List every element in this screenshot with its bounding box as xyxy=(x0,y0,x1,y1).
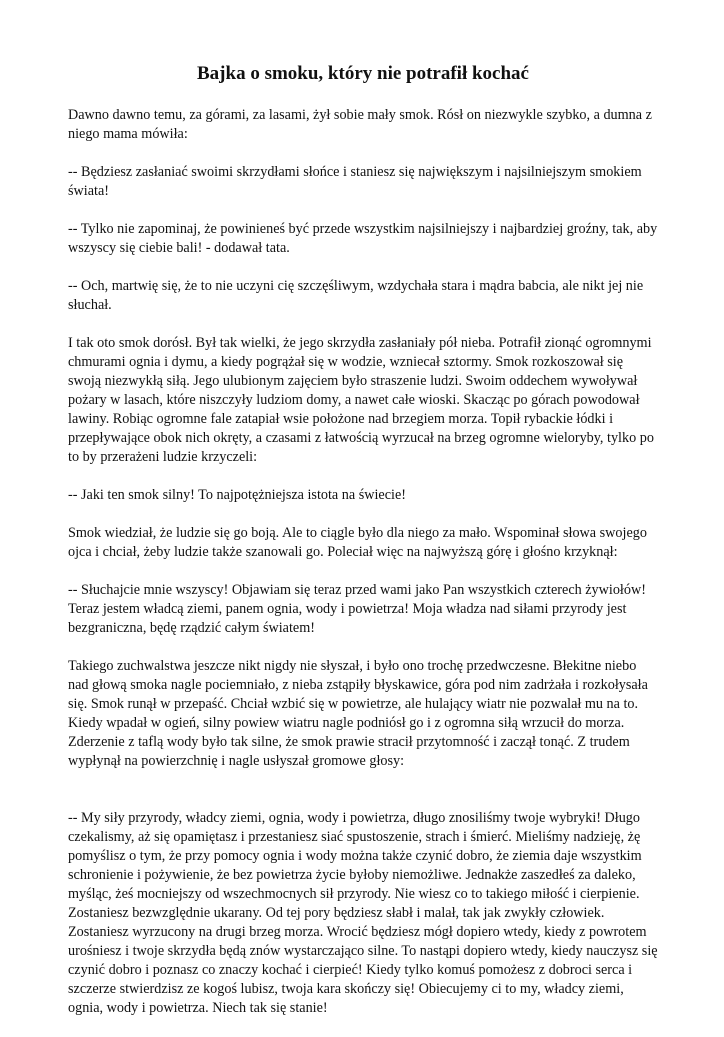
paragraph-1: Dawno dawno temu, za górami, za lasami, żył sobie mały smok. Rósł on niezwykle szybko, a dumna z niego mama mówiła: xyxy=(68,107,652,142)
paragraph-7: Smok wiedział, że ludzie się go boją. Ale to ciągle było dla niego za mało. Wspominał słowa swojego ojca i chciał, żeby ludzie także szanowali go. Poleciał więc na najwyższą górę i głośno krzyknął: xyxy=(68,525,647,560)
document-title: Bajka o smoku, który nie potrafił kochać xyxy=(197,63,529,84)
document-page xyxy=(68,62,658,1037)
paragraph-8: -- Słuchajcie mnie wszyscy! Objawiam się teraz przed wami jako Pan wszystkich czterech żywiołów! Teraz jestem władcą ziemi, panem ognia, wody i powietrza! Moja władza nad siłami przyrody jest bezgraniczna, będę rządzić całym światem! xyxy=(68,582,646,636)
paragraph-5: I tak oto smok dorósł. Był tak wielki, że jego skrzydła zasłaniały pół nieba. Potrafił zionąć ogromnymi chmurami ognia i dymu, a kiedy pogrążał się w wodzie, wzniecał sztormy. Smok rozkoszował się swoją niezwykłą siłą. Jego ulubionym zajęciem było straszenie ludzi. Swoim oddechem wywoływał pożary w lasach, które niszczyły ludziom domy, a nawet całe wioski. Skacząc po górach powodował lawiny. Robiąc ogromne fale zatapiał wsie położone nad brzegiem morza. Topił rybackie łódki i przepływające obok nich okręty, a czasami z łatwością wyrzucał na brzeg ogromne wieloryby, tylko po to by przerażeni ludzie krzyczeli: xyxy=(68,335,654,465)
paragraph-10: -- My siły przyrody, władcy ziemi, ognia, wody i powietrza, długo znosiliśmy twoje wybryki! Długo czekalismy, aż się opamiętasz i przestaniesz siać spustoszenie, strach i śmierć. Mieliśmy nadzieję, żę pomyślisz o tym, że przy pomocy ognia i wody można także czynić dobro, że ziemia daje wszystkim schronienie i pożywienie, że bez powietrza życie byłoby niemożliwe. Jednakże zaszedłeś za daleko, myśląc, żeś mocniejszy od wszechmocnych sił przyrody. Nie wiesz co to takiego miłość i cierpienie. Zostaniesz bezwzględnie ukarany. Od tej pory będziesz słabł i malał, tak jak zwykły człowiek. Zostaniesz wyrzucony na drugi brzeg morza. Wrocić będziesz mógł dopiero wtedy, kiedy z powrotem urośniesz i twoje skrzydła będą znów wystarczająco silne. To nastąpi dopiero wtedy, kiedy nauczysz się czynić dobro i poznasz co znaczy kochać i cierpieć! Kiedy tylko komuś pomożesz z dobroci serca i szczerze stwierdzisz ze kogoś lubisz, twoja kara skończy się! Obiecujemy ci to my, władcy ziemi, ognia, wody i powietrza. Niech tak się stanie! xyxy=(68,810,658,1016)
paragraph-4: -- Och, martwię się, że to nie uczyni cię szczęśliwym, wzdychała stara i mądra babcia, ale nikt jej nie słuchał. xyxy=(68,278,644,313)
paragraph-2: -- Będziesz zasłaniać swoimi skrzydłami słońce i staniesz się największym i najsilniejszym smokiem świata! xyxy=(68,164,642,199)
paragraph-6: -- Jaki ten smok silny! To najpotężniejsza istota na świecie! xyxy=(68,487,406,503)
paragraph-3: -- Tylko nie zapominaj, że powinieneś być przede wszystkim najsilniejszy i najbardziej groźny, tak, aby wszyscy się ciebie bali! - dodawał tata. xyxy=(68,221,658,256)
paragraph-9: Takiego zuchwalstwa jeszcze nikt nigdy nie słyszał, i było ono trochę przedwczesne. Błekitne niebo nad głową smoka nagle pociemniało, z nieba zstąpiły błyskawice, góra pod nim zadrżała i rozkołysała się. Smok runął w przepaść. Chciał wzbić się w powietrze, ale hulający wiatr nie pozwalał mu na to. Kiedy wpadał w ogień, silny powiew wiatru nagle podniósł go i z ogromna siłą wrzucił do morza. Zderzenie z taflą wody było tak silne, że smok prawie stracił przytomność i zaczął tonąć. Z trudem wypłynął na powierzchnię i nagle usłyszał gromowe głosy: xyxy=(68,658,648,769)
